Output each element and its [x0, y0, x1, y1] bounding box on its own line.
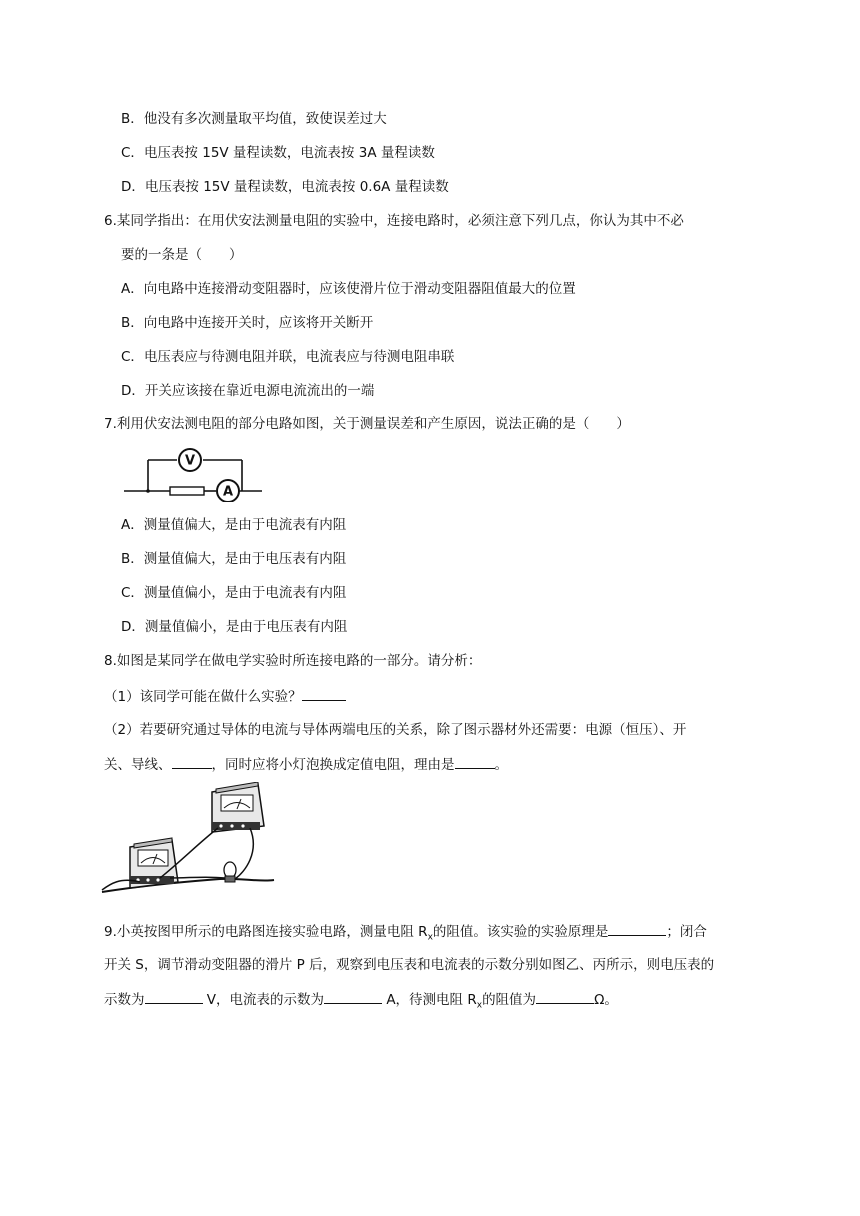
- q6-option-d: [121, 381, 374, 401]
- q7-stem: 7.利用伏安法测电阻的部分电路如图，关于测量误差和产生原因，说法正确的是（ ）: [104, 416, 630, 432]
- q7-option-c: [121, 583, 346, 603]
- q6-stem-line1: 6.某同学指出：在用伏安法测量电阻的实验中，连接电路时，必须注意下列几点，你认为其中不必: [104, 213, 684, 229]
- option-text: 电压表应与待测电阻并联，电流表应与待测电阻串联: [143, 349, 455, 365]
- wire: [235, 828, 253, 879]
- text-run: 关、导线、: [104, 757, 172, 773]
- resistor-symbol: [170, 487, 204, 495]
- option-text: 向电路中连接开关时，应该将开关断开: [143, 315, 374, 331]
- q6-option-c: [121, 347, 454, 367]
- answer-blank[interactable]: [145, 989, 203, 1004]
- option-label: B．: [121, 111, 144, 127]
- q9-line1: [104, 921, 707, 948]
- q9-line3: [104, 989, 618, 1016]
- text-run: 的阻值。该实验的实验原理是: [432, 924, 609, 940]
- text-run: 示数为: [104, 992, 145, 1008]
- text-run: A，待测电阻 R: [382, 992, 477, 1008]
- q7-option-d: [121, 617, 347, 637]
- q8-sub2-line1: （2）若要研究通过导体的电流与导体两端电压的关系，除了图示器材外还需要：电源（恒压）、开: [104, 722, 687, 738]
- q8-stem: 8.如图是某同学在做电学实验时所连接电路的一部分。请分析：: [104, 653, 482, 669]
- text-run: ；闭合: [666, 924, 707, 940]
- text-run: V，电流表的示数为: [202, 992, 325, 1008]
- q6-option-b: [121, 313, 373, 333]
- option-text: 电压表按 15V 量程读数，电流表按 0.6A 量程读数: [144, 179, 449, 195]
- option-text: 他没有多次测量取平均值，致使误差过大: [143, 111, 387, 127]
- q6-stem-line2: 要的一条是（ ）: [121, 247, 243, 263]
- option-text: 测量值偏大，是由于电流表有内阻: [143, 517, 347, 533]
- right-meter-icon: [212, 782, 264, 832]
- answer-blank[interactable]: [608, 921, 666, 936]
- ammeter-symbol: [217, 480, 239, 502]
- q5-option-b: [121, 109, 387, 129]
- option-label: C．: [121, 585, 144, 601]
- answer-blank[interactable]: [302, 686, 346, 701]
- option-label: A．: [121, 281, 144, 297]
- q8-sub1-text: （1）该同学可能在做什么实验？: [104, 689, 302, 705]
- option-text: 测量值偏小，是由于电流表有内阻: [143, 585, 347, 601]
- text-run: 。: [494, 757, 508, 773]
- q7-option-a: [121, 515, 346, 535]
- q8-circuit-photo: [100, 782, 275, 898]
- q6-option-a: [121, 279, 576, 299]
- voltmeter-letter: V: [184, 453, 196, 469]
- q7-circuit-diagram: [122, 446, 264, 502]
- text-run: Ω。: [594, 992, 618, 1008]
- junction-left: [146, 489, 150, 493]
- q7-option-b: [121, 549, 346, 569]
- q8-sub2-line2: [104, 754, 508, 775]
- option-label: B．: [121, 315, 144, 331]
- text-run: 的阻值为: [482, 992, 537, 1008]
- option-label: C．: [121, 145, 144, 161]
- option-text: 电压表按 15V 量程读数，电流表按 3A 量程读数: [143, 145, 435, 161]
- option-text: 向电路中连接滑动变阻器时，应该使滑片位于滑动变阻器阻值最大的位置: [143, 281, 576, 297]
- option-text: 测量值偏大，是由于电压表有内阻: [143, 551, 347, 567]
- option-label: D．: [121, 383, 145, 399]
- option-label: D．: [121, 179, 145, 195]
- text-run: 9.小英按图甲所示的电路图连接实验电路，测量电阻 R: [104, 924, 428, 940]
- option-text: 测量值偏小，是由于电压表有内阻: [144, 619, 348, 635]
- option-label: B．: [121, 551, 144, 567]
- left-meter-icon: [130, 838, 178, 888]
- ammeter-letter: A: [222, 484, 234, 500]
- subscript: x: [476, 1000, 483, 1011]
- text-run: ，同时应将小灯泡换成定值电阻，理由是: [211, 757, 455, 773]
- answer-blank[interactable]: [455, 754, 495, 769]
- option-label: A．: [121, 517, 144, 533]
- q8-sub1: [104, 686, 346, 707]
- wire: [170, 877, 225, 878]
- option-text: 开关应该接在靠近电源电流流出的一端: [144, 383, 375, 399]
- q9-line2: 开关 S，调节滑动变阻器的滑片 P 后，观察到电压表和电流表的示数分别如图乙、丙所示，则电压表的: [104, 957, 715, 973]
- answer-blank[interactable]: [536, 989, 594, 1004]
- voltmeter-symbol: [179, 449, 201, 471]
- bulb-icon: [224, 862, 236, 882]
- option-label: C．: [121, 349, 144, 365]
- answer-blank[interactable]: [172, 754, 212, 769]
- option-label: D．: [121, 619, 145, 635]
- q5-option-d: [121, 177, 449, 197]
- answer-blank[interactable]: [324, 989, 382, 1004]
- subscript: x: [427, 932, 433, 943]
- q5-option-c: [121, 143, 435, 163]
